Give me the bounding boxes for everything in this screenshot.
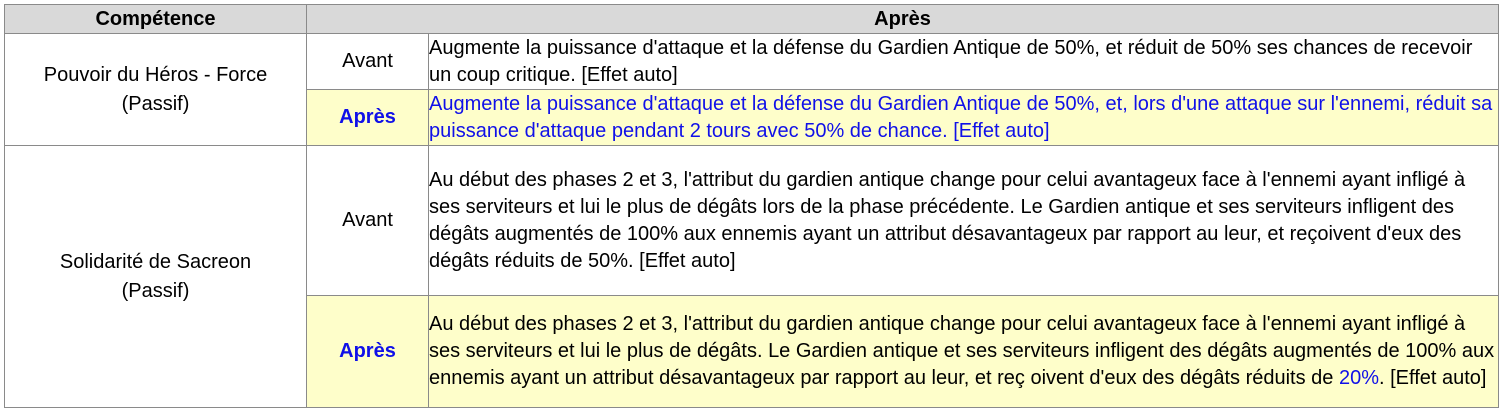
before-description: Au début des phases 2 et 3, l'attribut du gardien antique change pour celui avantageux face à l'ennemi ayant infligé à ses serviteurs et lui le plus de dégâts lors de la phase précédente. Le Gardien antique et ses serviteurs infligent des dégâts augmentés de 100% aux ennemis ayant un attribut désavantageux par rapport au leur, et reçoivent d'eux des dégâts réduits de 50%. [Effet auto]	[429, 146, 1499, 296]
skill-comparison-table	[4, 4, 1499, 408]
header-after: Après	[307, 5, 1499, 34]
after-description-end: . [Effet auto]	[1378, 367, 1487, 389]
after-description-highlight: 20%	[1338, 367, 1379, 389]
skill-name-cell	[5, 34, 307, 146]
table-row	[5, 146, 1499, 296]
skill-name: Solidarité de Sacreon	[59, 250, 252, 273]
header-skill: Compétence	[5, 5, 307, 34]
skill-name: Pouvoir du Héros - Force	[43, 63, 268, 86]
table-row	[5, 34, 1499, 90]
after-label: Après	[307, 296, 429, 408]
after-label: Après	[307, 90, 429, 146]
skill-type: (Passif)	[121, 279, 190, 302]
before-label: Avant	[307, 146, 429, 296]
before-description: Augmente la puissance d'attaque et la défense du Gardien Antique de 50%, et réduit de 50% ses chances de recevoir un coup critique. [Effet auto]	[429, 34, 1499, 90]
after-description-start: Au début des phases 2 et 3, l'attribut du gardien antique change pour celui avantageux face à l'ennemi ayant infligé à ses serviteurs et lui le plus de dégâts. Le Gardien antique et ses serviteurs infligent des dégâts augmentés de 100% aux ennemis ayant un attribut désavantageux par rapport au leur, et reç oivent d'eux des dégâts réduits de	[429, 313, 1495, 389]
skill-type: (Passif)	[121, 92, 190, 115]
after-description	[429, 296, 1499, 408]
skill-name-cell	[5, 146, 307, 408]
before-label: Avant	[307, 34, 429, 90]
after-description: Augmente la puissance d'attaque et la défense du Gardien Antique de 50%, et, lors d'une attaque sur l'ennemi, réduit sa puissance d'attaque pendant 2 tours avec 50% de chance. [Effet auto]	[429, 90, 1499, 146]
